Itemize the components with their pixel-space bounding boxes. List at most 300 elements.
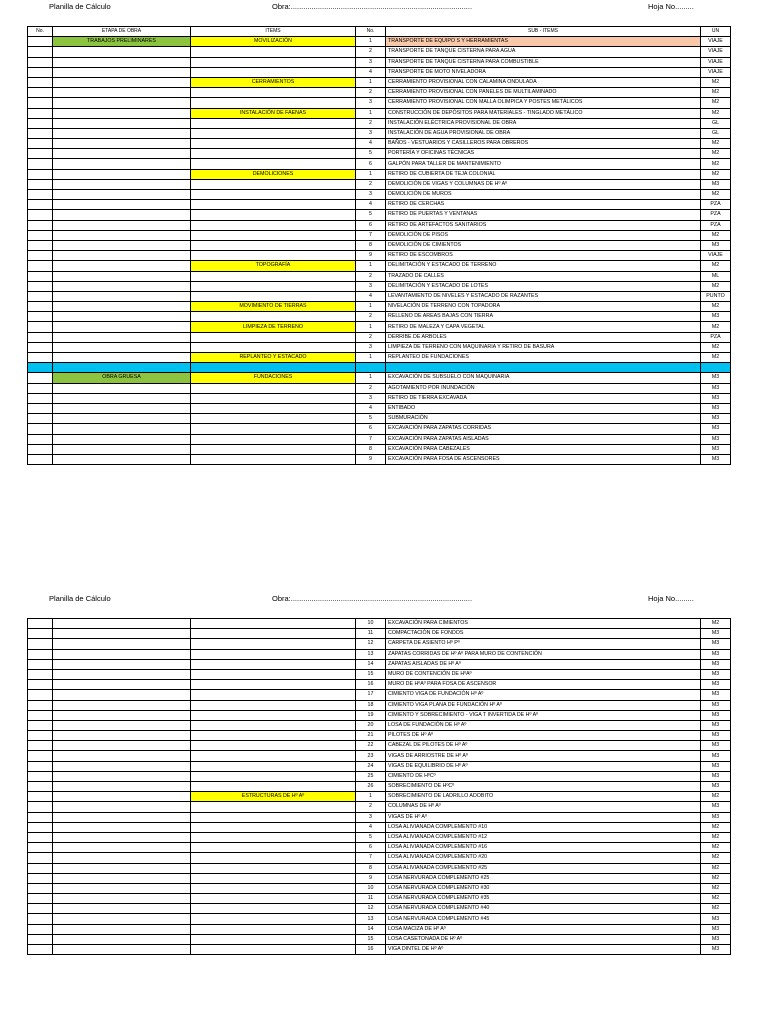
item-cell bbox=[191, 291, 356, 301]
unit-cell: M2 bbox=[701, 832, 731, 842]
sub-item-cell: LOSA ALIVIANADA COMPLEMENTO #20 bbox=[386, 853, 701, 863]
table-row bbox=[28, 945, 731, 955]
sub-item-cell: EXCAVACIÓN PARA FOSA DE ASCENSORES bbox=[386, 454, 701, 464]
unit-cell: M3 bbox=[701, 403, 731, 413]
sub-item-cell: VIGAS DE Hº Aº bbox=[386, 812, 701, 822]
table-row bbox=[28, 731, 731, 741]
sub-number-cell: 1 bbox=[356, 169, 386, 179]
item-cell bbox=[191, 149, 356, 159]
unit-cell: M2 bbox=[701, 169, 731, 179]
sub-item-cell: SOBRECIMIENTO DE LADRILLO ADOBITO bbox=[386, 792, 701, 802]
unit-cell: M3 bbox=[701, 751, 731, 761]
sub-number-cell: 13 bbox=[356, 914, 386, 924]
stage-cell bbox=[53, 934, 191, 944]
sub-item-cell: MURO DE HºAº PARA FOSA DE ASCENSOR bbox=[386, 680, 701, 690]
item-cell bbox=[191, 98, 356, 108]
sub-number-cell: 9 bbox=[356, 454, 386, 464]
sub-number-cell: 26 bbox=[356, 782, 386, 792]
row-no-cell bbox=[28, 342, 53, 352]
item-cell bbox=[191, 741, 356, 751]
item-cell bbox=[191, 159, 356, 169]
table-row bbox=[28, 629, 731, 639]
sub-item-cell: NIVELACIÓN DE TERRENO CON TOPADORA bbox=[386, 302, 701, 312]
stage-cell bbox=[53, 353, 191, 363]
unit-cell: PUNTO bbox=[701, 291, 731, 301]
table-row bbox=[28, 414, 731, 424]
sub-item-cell: SOBRECIMIENTO DE HºCº bbox=[386, 782, 701, 792]
sub-item-cell: DEMOLICIÓN DE MUROS bbox=[386, 190, 701, 200]
sub-number-cell: 2 bbox=[356, 179, 386, 189]
sub-number-cell: 24 bbox=[356, 761, 386, 771]
sub-item-cell: EXCAVACIÓN PARA ZAPATAS CORRIDAS bbox=[386, 424, 701, 434]
table-row bbox=[28, 782, 731, 792]
stage-cell bbox=[53, 690, 191, 700]
stage-cell bbox=[53, 47, 191, 57]
sub-item-cell: ZAPATAS CORRIDAS DE Hº Aº PARA MURO DE CONTENCIÓN bbox=[386, 649, 701, 659]
sub-number-cell: 5 bbox=[356, 149, 386, 159]
sub-item-cell: CIMIENTO Y SOBRECIMIENTO - VIGA T INVERTIDA DE Hº Aº bbox=[386, 710, 701, 720]
sub-number-cell: 3 bbox=[356, 98, 386, 108]
sub-item-cell: LOSA ALIVIANADA COMPLEMENTO #12 bbox=[386, 832, 701, 842]
separator-cell bbox=[53, 363, 191, 373]
sub-number-cell: 12 bbox=[356, 904, 386, 914]
stage-cell bbox=[53, 332, 191, 342]
row-no-cell bbox=[28, 373, 53, 383]
item-cell: INSTALACIÓN DE FAENAS bbox=[191, 108, 356, 118]
sheet-header-1 bbox=[0, 0, 768, 14]
row-no-cell bbox=[28, 57, 53, 67]
row-no-cell bbox=[28, 98, 53, 108]
sub-item-cell: LOSA ALIVIANADA COMPLEMENTO #16 bbox=[386, 843, 701, 853]
table-row bbox=[28, 373, 731, 383]
unit-cell: M3 bbox=[701, 444, 731, 454]
col-header-no: No. bbox=[28, 27, 53, 37]
table-row bbox=[28, 139, 731, 149]
budget-table-page-1 bbox=[27, 26, 731, 465]
unit-cell: M3 bbox=[701, 924, 731, 934]
sub-item-cell: RETIRO DE PUERTAS Y VENTANAS bbox=[386, 210, 701, 220]
table-row bbox=[28, 883, 731, 893]
table-row bbox=[28, 832, 731, 842]
stage-cell bbox=[53, 220, 191, 230]
table-row bbox=[28, 37, 731, 47]
sub-number-cell: 9 bbox=[356, 873, 386, 883]
table-row bbox=[28, 230, 731, 240]
row-no-cell bbox=[28, 659, 53, 669]
unit-cell: M3 bbox=[701, 424, 731, 434]
table-row bbox=[28, 98, 731, 108]
row-no-cell bbox=[28, 741, 53, 751]
planilla-label: Planilla de Cálculo bbox=[49, 2, 111, 11]
sub-number-cell: 3 bbox=[356, 57, 386, 67]
sub-number-cell: 6 bbox=[356, 159, 386, 169]
stage-cell bbox=[53, 434, 191, 444]
sub-item-cell: LOSA MACIZA DE Hº Aº bbox=[386, 924, 701, 934]
unit-cell: ML bbox=[701, 271, 731, 281]
unit-cell: M3 bbox=[701, 414, 731, 424]
item-cell bbox=[191, 434, 356, 444]
table-row bbox=[28, 200, 731, 210]
item-cell: MOVILIZACIÓN bbox=[191, 37, 356, 47]
table-row bbox=[28, 669, 731, 679]
row-no-cell bbox=[28, 220, 53, 230]
row-no-cell bbox=[28, 210, 53, 220]
item-cell bbox=[191, 914, 356, 924]
sub-item-cell: DEMOLICIÓN DE CIMIENTOS bbox=[386, 240, 701, 250]
stage-cell bbox=[53, 792, 191, 802]
table-row bbox=[28, 179, 731, 189]
stage-cell bbox=[53, 444, 191, 454]
stage-cell bbox=[53, 291, 191, 301]
row-no-cell bbox=[28, 782, 53, 792]
sub-item-cell: CIMIENTO DE HºCº bbox=[386, 771, 701, 781]
sub-item-cell: RETIRO DE ESCOMBROS bbox=[386, 251, 701, 261]
sub-number-cell: 20 bbox=[356, 720, 386, 730]
sub-item-cell: TRANSPORTE DE TANQUE CISTERNA PARA COMBUSTIBLE bbox=[386, 57, 701, 67]
table-row bbox=[28, 332, 731, 342]
table-row bbox=[28, 751, 731, 761]
unit-cell: M2 bbox=[701, 619, 731, 629]
stage-cell bbox=[53, 281, 191, 291]
sub-item-cell: EXCAVACIÓN PARA CIMIENTOS bbox=[386, 619, 701, 629]
row-no-cell bbox=[28, 312, 53, 322]
unit-cell: M3 bbox=[701, 731, 731, 741]
unit-cell: M3 bbox=[701, 741, 731, 751]
sub-number-cell: 10 bbox=[356, 883, 386, 893]
sub-number-cell: 7 bbox=[356, 853, 386, 863]
row-no-cell bbox=[28, 77, 53, 87]
table-row bbox=[28, 863, 731, 873]
sub-number-cell: 6 bbox=[356, 843, 386, 853]
row-no-cell bbox=[28, 118, 53, 128]
sub-number-cell: 1 bbox=[356, 37, 386, 47]
sub-item-cell: ENTIBADO bbox=[386, 403, 701, 413]
table-row bbox=[28, 812, 731, 822]
stage-cell bbox=[53, 832, 191, 842]
sub-item-cell: RETIRO DE CERCHAS bbox=[386, 200, 701, 210]
table-row bbox=[28, 271, 731, 281]
table-row bbox=[28, 802, 731, 812]
unit-cell: M2 bbox=[701, 98, 731, 108]
unit-cell: M3 bbox=[701, 649, 731, 659]
row-no-cell bbox=[28, 669, 53, 679]
table-row bbox=[28, 792, 731, 802]
table-row bbox=[28, 853, 731, 863]
stage-cell bbox=[53, 669, 191, 679]
sub-item-cell: MURO DE CONTENCIÓN DE HºAº bbox=[386, 669, 701, 679]
row-no-cell bbox=[28, 424, 53, 434]
sub-number-cell: 5 bbox=[356, 414, 386, 424]
item-cell bbox=[191, 843, 356, 853]
sub-item-cell: CARPETA DE ASIENTO Hº Pº bbox=[386, 639, 701, 649]
unit-cell: M2 bbox=[701, 894, 731, 904]
item-cell bbox=[191, 924, 356, 934]
sub-number-cell: 4 bbox=[356, 200, 386, 210]
sub-number-cell: 8 bbox=[356, 444, 386, 454]
row-no-cell bbox=[28, 414, 53, 424]
sub-item-cell: CONSTRUCCIÓN DE DEPÓSITOS PARA MATERIALES - TINGLADO METÁLICO bbox=[386, 108, 701, 118]
item-cell: ESTRUCTURAS DE Hº Aº bbox=[191, 792, 356, 802]
stage-cell bbox=[53, 230, 191, 240]
stage-cell bbox=[53, 843, 191, 853]
table-row bbox=[28, 47, 731, 57]
sub-number-cell: 10 bbox=[356, 619, 386, 629]
stage-cell bbox=[53, 639, 191, 649]
stage-cell bbox=[53, 731, 191, 741]
stage-cell bbox=[53, 88, 191, 98]
sub-item-cell: RETIRO DE CUBIERTA DE TEJA COLONIAL bbox=[386, 169, 701, 179]
table-row bbox=[28, 822, 731, 832]
item-cell bbox=[191, 731, 356, 741]
item-cell bbox=[191, 383, 356, 393]
item-cell bbox=[191, 230, 356, 240]
planilla-label: Planilla de Cálculo bbox=[49, 594, 111, 603]
sub-item-cell: VIGAS DE EQUILIBRIO DE Hº Aº bbox=[386, 761, 701, 771]
sub-number-cell: 4 bbox=[356, 822, 386, 832]
sub-item-cell: PILOTES DE Hº Aº bbox=[386, 731, 701, 741]
sub-number-cell: 1 bbox=[356, 261, 386, 271]
stage-cell bbox=[53, 302, 191, 312]
sub-number-cell: 14 bbox=[356, 924, 386, 934]
unit-cell: M2 bbox=[701, 230, 731, 240]
unit-cell: M3 bbox=[701, 802, 731, 812]
table-row bbox=[28, 240, 731, 250]
unit-cell: M3 bbox=[701, 659, 731, 669]
stage-cell bbox=[53, 629, 191, 639]
table-row bbox=[28, 383, 731, 393]
row-no-cell bbox=[28, 230, 53, 240]
row-no-cell bbox=[28, 88, 53, 98]
table-row bbox=[28, 444, 731, 454]
unit-cell: M2 bbox=[701, 302, 731, 312]
item-cell bbox=[191, 271, 356, 281]
unit-cell: M3 bbox=[701, 434, 731, 444]
row-no-cell bbox=[28, 251, 53, 261]
unit-cell: M3 bbox=[701, 240, 731, 250]
unit-cell: M3 bbox=[701, 812, 731, 822]
sub-number-cell: 16 bbox=[356, 945, 386, 955]
sub-item-cell: BAÑOS - VESTUARIOS Y CASILLEROS PARA OBREROS bbox=[386, 139, 701, 149]
item-cell: CERRAMIENTOS bbox=[191, 77, 356, 87]
sub-item-cell: LOSA CASETONADA DE Hº Aº bbox=[386, 934, 701, 944]
item-cell bbox=[191, 812, 356, 822]
stage-cell bbox=[53, 680, 191, 690]
unit-cell: M2 bbox=[701, 353, 731, 363]
col-header-n: No. bbox=[356, 27, 386, 37]
unit-cell: M2 bbox=[701, 853, 731, 863]
sub-number-cell: 4 bbox=[356, 403, 386, 413]
stage-cell bbox=[53, 924, 191, 934]
col-header-sub-items: SUB - ITEMS bbox=[386, 27, 701, 37]
unit-cell: M2 bbox=[701, 139, 731, 149]
unit-cell: PZA bbox=[701, 200, 731, 210]
table-row bbox=[28, 210, 731, 220]
separator-cell bbox=[191, 363, 356, 373]
sub-number-cell: 1 bbox=[356, 322, 386, 332]
item-cell bbox=[191, 894, 356, 904]
table-row bbox=[28, 700, 731, 710]
sub-number-cell: 2 bbox=[356, 383, 386, 393]
sub-item-cell: TRANSPORTE DE TANQUE CISTERNA PARA AGUA bbox=[386, 47, 701, 57]
unit-cell: M2 bbox=[701, 863, 731, 873]
sub-item-cell: CIMIENTO VIGA DE FUNDACIÓN Hº Aº bbox=[386, 690, 701, 700]
sub-item-cell: EXCAVACIÓN PARA CABEZALES bbox=[386, 444, 701, 454]
stage-cell bbox=[53, 741, 191, 751]
sub-number-cell: 2 bbox=[356, 312, 386, 322]
sub-number-cell: 1 bbox=[356, 353, 386, 363]
unit-cell: VIAJE bbox=[701, 57, 731, 67]
item-cell bbox=[191, 414, 356, 424]
stage-cell bbox=[53, 261, 191, 271]
row-no-cell bbox=[28, 720, 53, 730]
sub-number-cell: 3 bbox=[356, 812, 386, 822]
table-row bbox=[28, 393, 731, 403]
stage-cell bbox=[53, 822, 191, 832]
unit-cell: PZA bbox=[701, 210, 731, 220]
col-header-unit: UN bbox=[701, 27, 731, 37]
sub-item-cell: DEMOLICIÓN DE PISOS bbox=[386, 230, 701, 240]
stage-cell bbox=[53, 659, 191, 669]
stage-cell bbox=[53, 77, 191, 87]
sub-item-cell: LEVANTAMIENTO DE NIVELES Y ESTACADO DE RAZANTES bbox=[386, 291, 701, 301]
item-cell: TOPOGRAFÍA bbox=[191, 261, 356, 271]
row-no-cell bbox=[28, 761, 53, 771]
unit-cell: M2 bbox=[701, 342, 731, 352]
stage-cell bbox=[53, 149, 191, 159]
table-row bbox=[28, 761, 731, 771]
sub-item-cell: CIMIENTO VIGA PLANA DE FUNDACIÓN Hº Aº bbox=[386, 700, 701, 710]
separator-cell bbox=[386, 363, 701, 373]
table-row bbox=[28, 659, 731, 669]
row-no-cell bbox=[28, 904, 53, 914]
sub-number-cell: 17 bbox=[356, 690, 386, 700]
unit-cell: M3 bbox=[701, 669, 731, 679]
item-cell bbox=[191, 88, 356, 98]
table-row bbox=[28, 680, 731, 690]
table-row bbox=[28, 67, 731, 77]
stage-cell bbox=[53, 67, 191, 77]
unit-cell: M3 bbox=[701, 934, 731, 944]
unit-cell: GL bbox=[701, 128, 731, 138]
unit-cell: M3 bbox=[701, 945, 731, 955]
row-no-cell bbox=[28, 353, 53, 363]
item-cell bbox=[191, 629, 356, 639]
item-cell bbox=[191, 680, 356, 690]
stage-cell bbox=[53, 118, 191, 128]
sub-item-cell: LOSA NERVURADA COMPLEMENTO #40 bbox=[386, 904, 701, 914]
sub-number-cell: 3 bbox=[356, 281, 386, 291]
stage-cell bbox=[53, 414, 191, 424]
row-no-cell bbox=[28, 190, 53, 200]
table-row bbox=[28, 934, 731, 944]
sub-item-cell: LOSA ALIVIANADA COMPLEMENTO #10 bbox=[386, 822, 701, 832]
item-cell bbox=[191, 139, 356, 149]
sub-number-cell: 6 bbox=[356, 220, 386, 230]
sub-number-cell: 2 bbox=[356, 271, 386, 281]
item-cell: LIMPIEZA DE TERRENO bbox=[191, 322, 356, 332]
row-no-cell bbox=[28, 700, 53, 710]
unit-cell: M3 bbox=[701, 373, 731, 383]
section-separator-row bbox=[28, 363, 731, 373]
table-row bbox=[28, 914, 731, 924]
item-cell bbox=[191, 945, 356, 955]
row-no-cell bbox=[28, 680, 53, 690]
row-no-cell bbox=[28, 914, 53, 924]
sub-number-cell: 11 bbox=[356, 629, 386, 639]
sub-number-cell: 12 bbox=[356, 639, 386, 649]
sub-item-cell: DELIMITACIÓN Y ESTACADO DE TERRENO bbox=[386, 261, 701, 271]
table-row bbox=[28, 873, 731, 883]
sub-item-cell: LOSA NERVURADA COMPLEMENTO #25 bbox=[386, 873, 701, 883]
item-cell bbox=[191, 863, 356, 873]
sub-item-cell: COLUMNAS DE Hº Aº bbox=[386, 802, 701, 812]
item-cell bbox=[191, 67, 356, 77]
stage-cell bbox=[53, 863, 191, 873]
item-cell bbox=[191, 312, 356, 322]
table-header-row bbox=[28, 27, 731, 37]
item-cell bbox=[191, 240, 356, 250]
stage-cell bbox=[53, 812, 191, 822]
row-no-cell bbox=[28, 812, 53, 822]
item-cell bbox=[191, 444, 356, 454]
unit-cell: M2 bbox=[701, 792, 731, 802]
sub-number-cell: 22 bbox=[356, 741, 386, 751]
stage-cell bbox=[53, 322, 191, 332]
unit-cell: M2 bbox=[701, 883, 731, 893]
table-row bbox=[28, 190, 731, 200]
unit-cell: M2 bbox=[701, 88, 731, 98]
table-row bbox=[28, 220, 731, 230]
sub-item-cell: LOSA ALIVIANADA COMPLEMENTO #25 bbox=[386, 863, 701, 873]
unit-cell: M3 bbox=[701, 393, 731, 403]
table-row bbox=[28, 149, 731, 159]
sub-item-cell: REPLANTEO DE FUNDACIONES bbox=[386, 353, 701, 363]
stage-cell bbox=[53, 914, 191, 924]
unit-cell: M2 bbox=[701, 77, 731, 87]
table-row bbox=[28, 690, 731, 700]
table-row bbox=[28, 454, 731, 464]
row-no-cell bbox=[28, 883, 53, 893]
table-row bbox=[28, 403, 731, 413]
sub-item-cell: AGOTAMIENTO POR INUNDACIÓN bbox=[386, 383, 701, 393]
row-no-cell bbox=[28, 179, 53, 189]
sub-number-cell: 15 bbox=[356, 669, 386, 679]
table-row bbox=[28, 169, 731, 179]
sub-item-cell: CERRAMIENTO PROVISIONAL CON CALAMINA ONDULADA bbox=[386, 77, 701, 87]
row-no-cell bbox=[28, 434, 53, 444]
sub-number-cell: 2 bbox=[356, 118, 386, 128]
item-cell bbox=[191, 751, 356, 761]
item-cell bbox=[191, 659, 356, 669]
sub-number-cell: 2 bbox=[356, 332, 386, 342]
item-cell bbox=[191, 332, 356, 342]
item-cell bbox=[191, 771, 356, 781]
stage-cell bbox=[53, 251, 191, 261]
sub-item-cell: LOSA NERVURADA COMPLEMENTO #30 bbox=[386, 883, 701, 893]
sub-item-cell: COMPACTACIÓN DE FONDOS bbox=[386, 629, 701, 639]
separator-cell bbox=[356, 363, 386, 373]
row-no-cell bbox=[28, 853, 53, 863]
stage-cell bbox=[53, 894, 191, 904]
unit-cell: VIAJE bbox=[701, 251, 731, 261]
item-cell bbox=[191, 822, 356, 832]
item-cell bbox=[191, 649, 356, 659]
sub-number-cell: 1 bbox=[356, 373, 386, 383]
unit-cell: M3 bbox=[701, 629, 731, 639]
item-cell bbox=[191, 934, 356, 944]
item-cell bbox=[191, 700, 356, 710]
col-header-stage: ETAPA DE OBRA bbox=[53, 27, 191, 37]
